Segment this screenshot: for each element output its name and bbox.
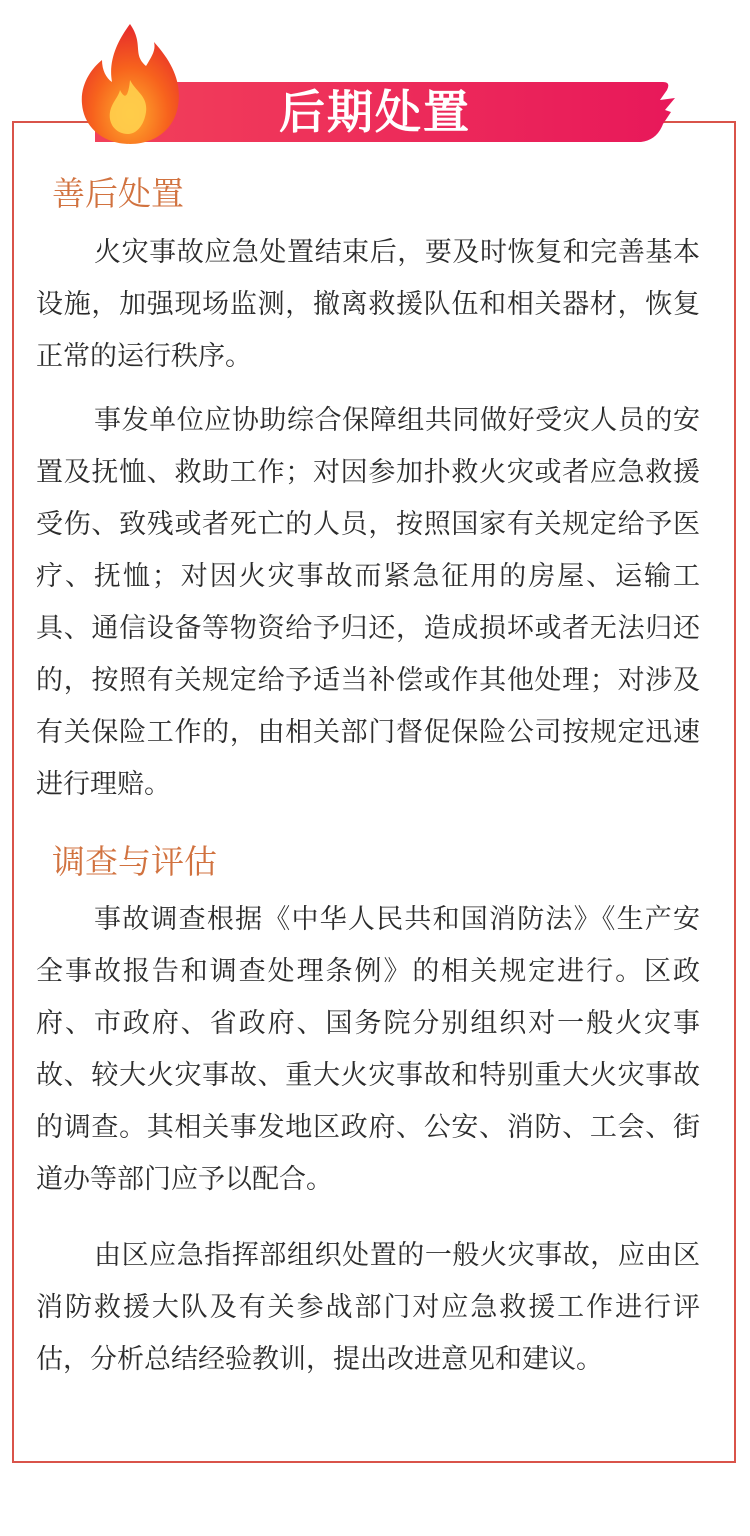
section-title-aftercare: 善后处置: [52, 174, 184, 213]
paragraph-investigation-2: 由区应急指挥部组织处置的一般火灾事故，应由区消防救援大队及有关参战部门对应急救援工作进行评估，分析总结经验教训，提出改进意见和建议。: [36, 1240, 700, 1375]
paragraph-investigation-1: 事故调查根据《中华人民共和国消防法》《生产安全事故报告和调查处理条例》的相关规定进行。区政府、市政府、省政府、国务院分别组织对一般火灾事故、较大火灾事故、重大火灾事故和特别重大火灾事故的调查。其相关事发地区政府、公安、消防、工会、街道办等部门应予以配合。: [36, 904, 700, 1195]
paragraph-aftercare-1: 火灾事故应急处置结束后，要及时恢复和完善基本设施，加强现场监测，撤离救援队伍和相关器材，恢复正常的运行秩序。: [36, 237, 700, 372]
flame-icon: [74, 20, 186, 148]
banner-title: 后期处置: [279, 85, 471, 139]
paragraph-aftercare-2: 事发单位应协助综合保障组共同做好受灾人员的安置及抚恤、救助工作；对因参加扑救火灾或者应急救援受伤、致残或者死亡的人员，按照国家有关规定给予医疗、抚恤；对因火灾事故而紧急征用的房屋、运输工具、通信设备等物资给予归还，造成损坏或者无法归还的，按照有关规定给予适当补偿或作其他处理；对涉及有关保险工作的，由相关部门督促保险公司按规定迅速进行理赔。: [36, 405, 700, 800]
section-title-investigation: 调查与评估: [52, 842, 217, 881]
